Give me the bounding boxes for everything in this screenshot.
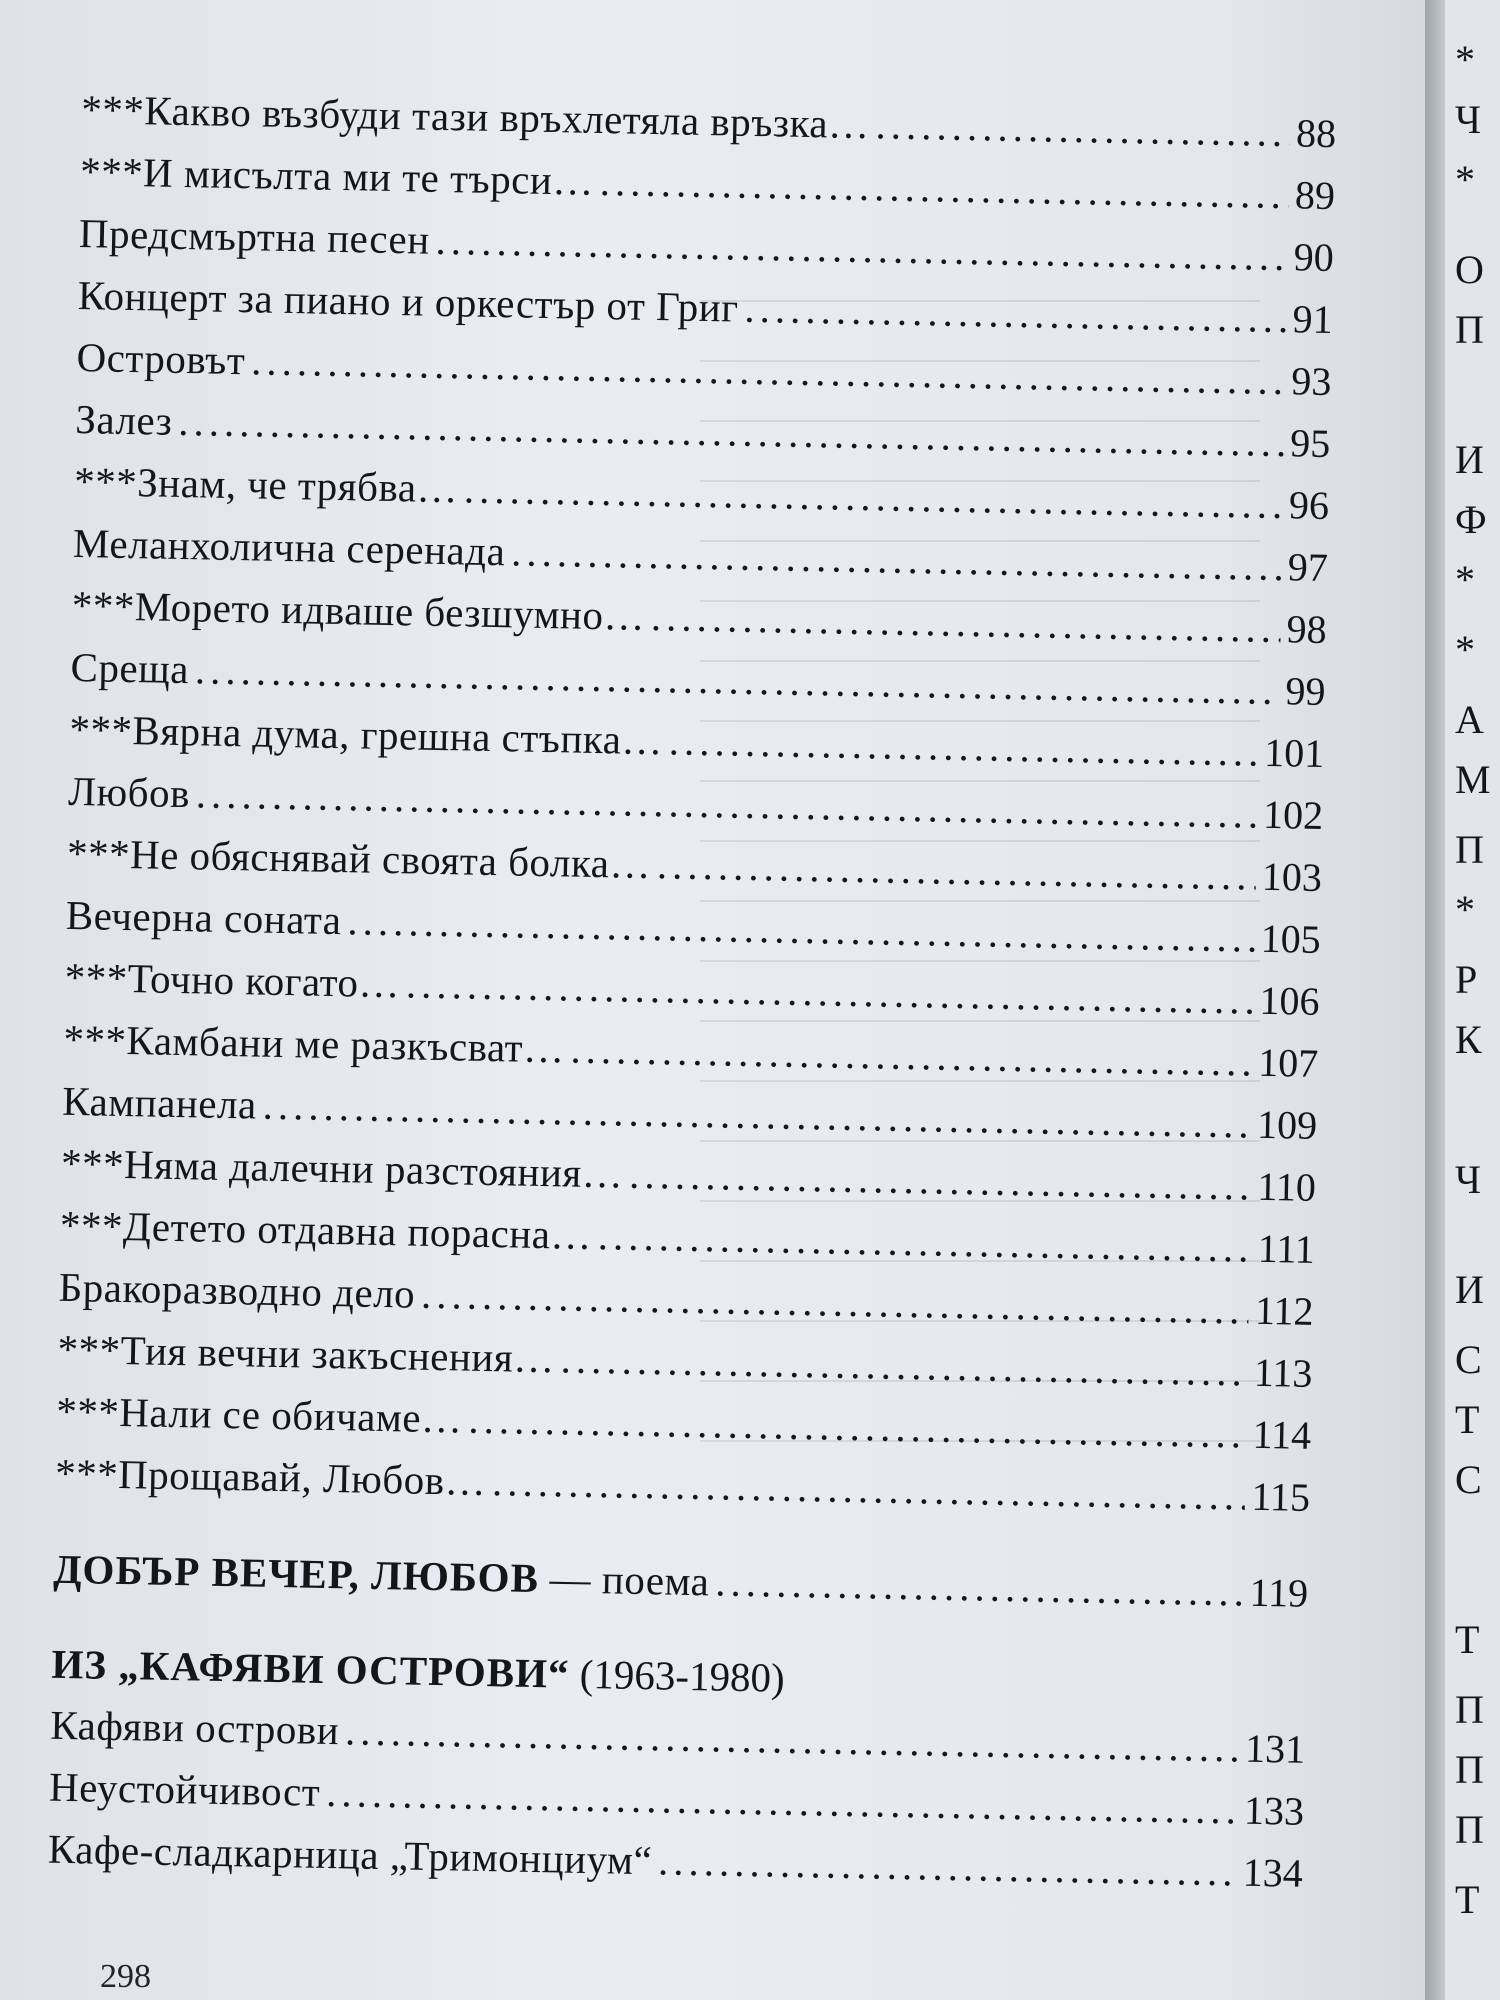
toc-entry-page-number: 133 [1243,1787,1305,1834]
toc-entry-title: ***Знам, че трябва… [73,457,459,512]
poem-title: ДОБЪР ВЕЧЕР, ЛЮБОВ [52,1545,540,1602]
toc-entry-page-number: 134 [1242,1849,1304,1896]
adjacent-page-fragment: А [1455,697,1484,742]
toc-entry-title: Предсмъртна песен [78,209,431,263]
adjacent-page-fragment: Ч [1455,1157,1481,1202]
adjacent-page-fragment: П [1455,1687,1484,1732]
adjacent-page-fragment: О [1455,247,1484,292]
adjacent-page-fragment: К [1455,1017,1482,1062]
adjacent-page-fragment: С [1455,1457,1482,1502]
adjacent-page-fragment: Т [1455,1397,1480,1442]
toc-entry-page-number: 98 [1286,606,1328,652]
toc-entry-title: Бракоразводно дело [58,1263,416,1317]
adjacent-page-fragment: И [1455,1267,1484,1312]
toc-entry-page-number: 96 [1288,482,1330,529]
toc-entry-page-number: 95 [1289,420,1331,467]
toc-entry-list [55,78,1337,1528]
toc-entry-page-number: 97 [1287,544,1329,591]
adjacent-page-fragment: М [1455,757,1491,802]
collection-years: (1963-1980) [579,1650,786,1701]
adjacent-page-fragment: * [1455,627,1475,672]
toc-entry-title: Неустойчивост [48,1763,321,1815]
adjacent-page-fragment: * [1455,557,1475,602]
toc-entry-page-number: 114 [1252,1411,1312,1458]
dot-leader [658,1829,1238,1902]
book-gutter [1425,0,1445,2000]
adjacent-page-fragment: Ф [1455,497,1487,542]
toc-entry-title: ***Какво възбуди тази връхлетяла връзка… [80,85,871,148]
adjacent-page-fragment: П [1455,1747,1484,1792]
toc-entry-title: ***Детето отдавна порасна… [59,1201,593,1258]
toc-entry-page-number: 89 [1294,172,1336,219]
toc-entry-page-number: 91 [1292,296,1334,343]
adjacent-page-edge [1445,0,1500,2000]
toc-entry-page-number: 101 [1263,729,1325,776]
toc-entry-page-number: 103 [1261,853,1323,900]
poem-suffix: — поема [549,1555,710,1605]
toc-entry-title: Любов [67,767,191,817]
toc-entry-page-number: 115 [1251,1473,1311,1520]
toc-entry-title: ***Прощавай, Любов… [54,1449,487,1505]
adjacent-page-fragment: Р [1455,957,1478,1002]
collection-entry-list [47,1694,1305,1904]
toc-entry-title: Кампанела [61,1077,258,1128]
dot-leader [668,709,1259,782]
toc-entry-title: ***Вярна дума, грешна стъпка… [69,705,664,764]
toc-entry-page-number: 93 [1290,358,1332,405]
toc-entry-title: Среща [70,643,190,693]
adjacent-page-fragment: П [1455,307,1484,352]
toc-entry-title: ***Тия вечни закъснения… [57,1325,556,1382]
toc-entry-page-number: 111 [1257,1225,1316,1272]
toc-entry-page-number: 90 [1293,234,1335,281]
toc-entry-page-number: 102 [1262,791,1324,838]
toc-entry-title: Концерт за пиано и оркестър от Григ [77,271,739,331]
toc-entry-title: Кафе-сладкарница „Тримонциум“ [47,1825,653,1884]
toc-entry-title: Залез [75,395,173,444]
toc-entry-title: ***Не обяснявай своята болка… [66,829,652,888]
toc-entry-page-number: 131 [1244,1725,1306,1772]
toc-entry-title: ***Морето идваше безшумно… [71,581,646,639]
toc-entry-title: ***И мисълта ми те търси… [79,147,595,204]
adjacent-page-fragment: * [1455,37,1475,82]
toc-entry-page-number: 107 [1257,1039,1319,1086]
toc-entry-title: Вечерна соната [65,891,342,944]
adjacent-page-fragment: Т [1455,1877,1480,1922]
toc-entry-page-number: 88 [1295,110,1337,157]
toc-entry-page-number: 110 [1256,1163,1317,1210]
dot-leader [656,833,1256,906]
adjacent-page-fragment: Т [1455,1617,1480,1662]
toc-entry-page-number: 106 [1259,977,1320,1024]
toc-entry-title: Меланхолична серенада [72,519,506,575]
toc-entry-page-number: 112 [1254,1287,1314,1334]
toc-entry-title: ***Точно когато… [64,953,401,1007]
toc-entry-title: Островът [76,333,246,384]
toc-entry-title: ***Няма далечни разстояния… [60,1139,624,1197]
adjacent-page-fragment: П [1455,827,1484,872]
toc-entry-page-number: 113 [1253,1349,1313,1396]
collection-title: ИЗ „КАФЯВИ ОСТРОВИ“ [51,1640,570,1697]
poem-page-number: 119 [1249,1569,1309,1616]
adjacent-page-fragment: И [1455,437,1484,482]
page-number: 298 [100,1958,151,1995]
dot-leader [715,1550,1244,1622]
toc-entry-title: ***Нали се обичаме… [55,1387,464,1442]
dot-leader [875,93,1291,163]
adjacent-page-fragment: С [1455,1337,1482,1382]
toc-entry-title: Кафяви острови [49,1701,340,1754]
adjacent-page-fragment: П [1455,1807,1484,1852]
table-of-contents [47,78,1336,1904]
adjacent-page-fragment: * [1455,157,1475,202]
toc-entry-page-number: 99 [1285,668,1326,714]
toc-entry-page-number: 109 [1256,1101,1318,1148]
adjacent-page-fragment: * [1455,887,1475,932]
toc-entry-title: ***Камбани ме разкъсват… [63,1015,566,1072]
toc-entry-page-number: 105 [1260,915,1322,962]
dot-leader [744,277,1287,349]
adjacent-page-fragment: Ч [1455,97,1481,142]
